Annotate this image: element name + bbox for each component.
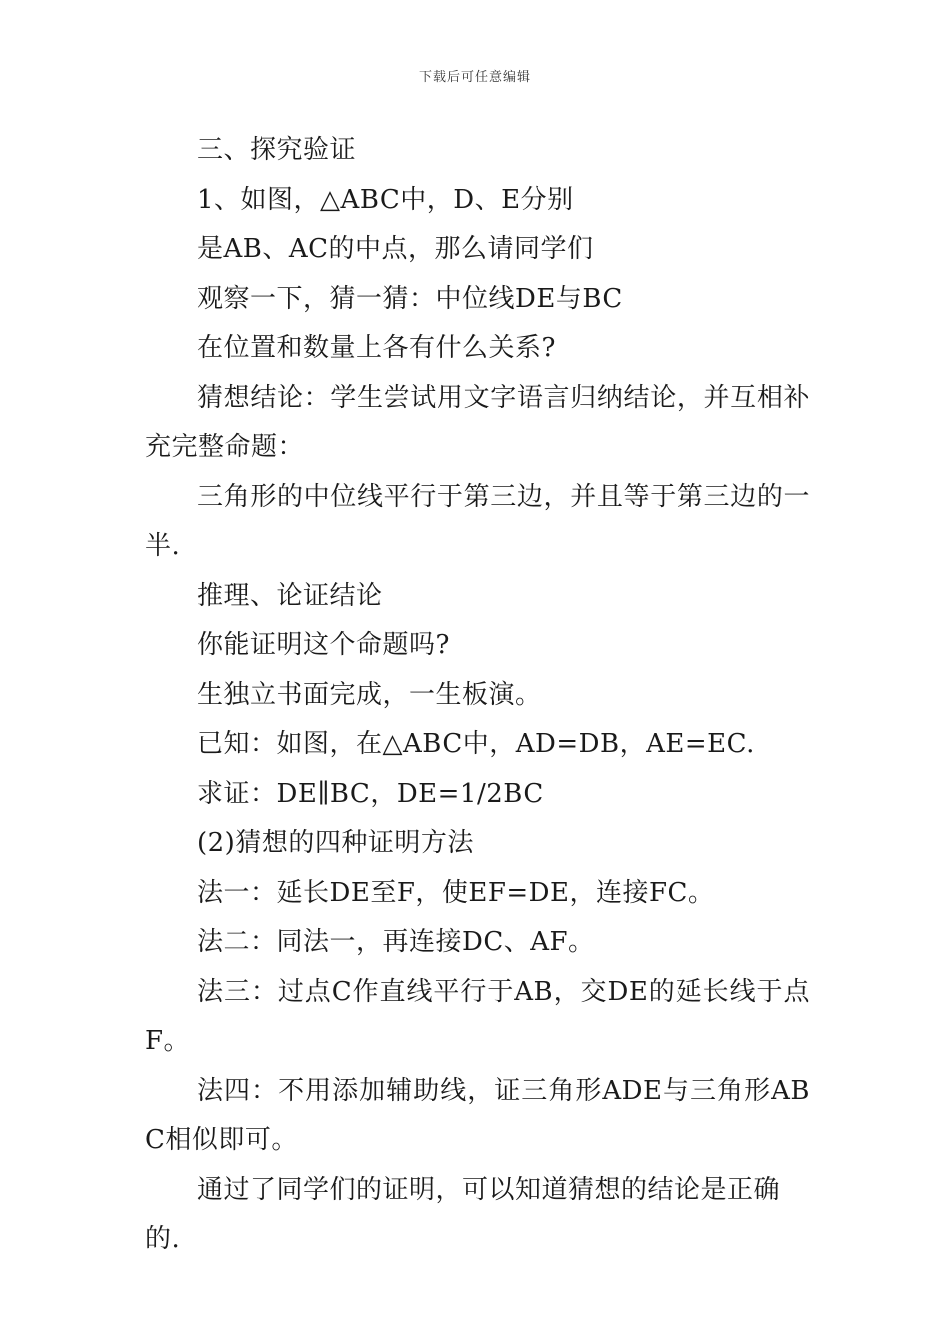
method-item: 法二：同法一，再连接DC、AF。 bbox=[197, 927, 595, 957]
given-statement: 已知：如图，在△ABC中，AD=DB，AE=EC. bbox=[197, 729, 755, 759]
paragraph: 你能证明这个命题吗? bbox=[197, 630, 450, 660]
paragraph: 是AB、AC的中点，那么请同学们 bbox=[197, 234, 594, 264]
paragraph: 推理、论证结论 bbox=[197, 580, 383, 611]
document-body bbox=[145, 126, 810, 1265]
paragraph: 在位置和数量上各有什么关系? bbox=[197, 333, 556, 363]
paragraph: 观察一下，猜一猜：中位线DE与BC bbox=[197, 283, 623, 314]
theorem-statement: 三角形的中位线平行于第三边，并且等于第三边的一半. bbox=[145, 481, 810, 561]
paragraph: 1、如图，△ABC中，D、E分别 bbox=[197, 184, 574, 215]
conclusion-paragraph: 通过了同学们的证明，可以知道猜想的结论是正确的. bbox=[145, 1174, 781, 1254]
paragraph: (2)猜想的四种证明方法 bbox=[197, 828, 474, 858]
paragraph: 猜想结论：学生尝试用文字语言归纳结论，并互相补充完整命题： bbox=[145, 382, 810, 462]
method-item: 法三：过点C作直线平行于AB，交DE的延长线于点F。 bbox=[145, 976, 810, 1056]
prove-statement: 求证：DE∥BC，DE=1/2BC bbox=[197, 778, 544, 809]
section-heading: 三、探究验证 bbox=[197, 135, 357, 165]
paragraph: 生独立书面完成，一生板演。 bbox=[197, 679, 542, 710]
method-item: 法一：延长DE至F，使EF=DE，连接FC。 bbox=[197, 877, 715, 908]
page-header: 下载后可任意编辑 bbox=[418, 70, 531, 85]
method-item: 法四：不用添加辅助线，证三角形ADE与三角形ABC相似即可。 bbox=[145, 1075, 810, 1155]
